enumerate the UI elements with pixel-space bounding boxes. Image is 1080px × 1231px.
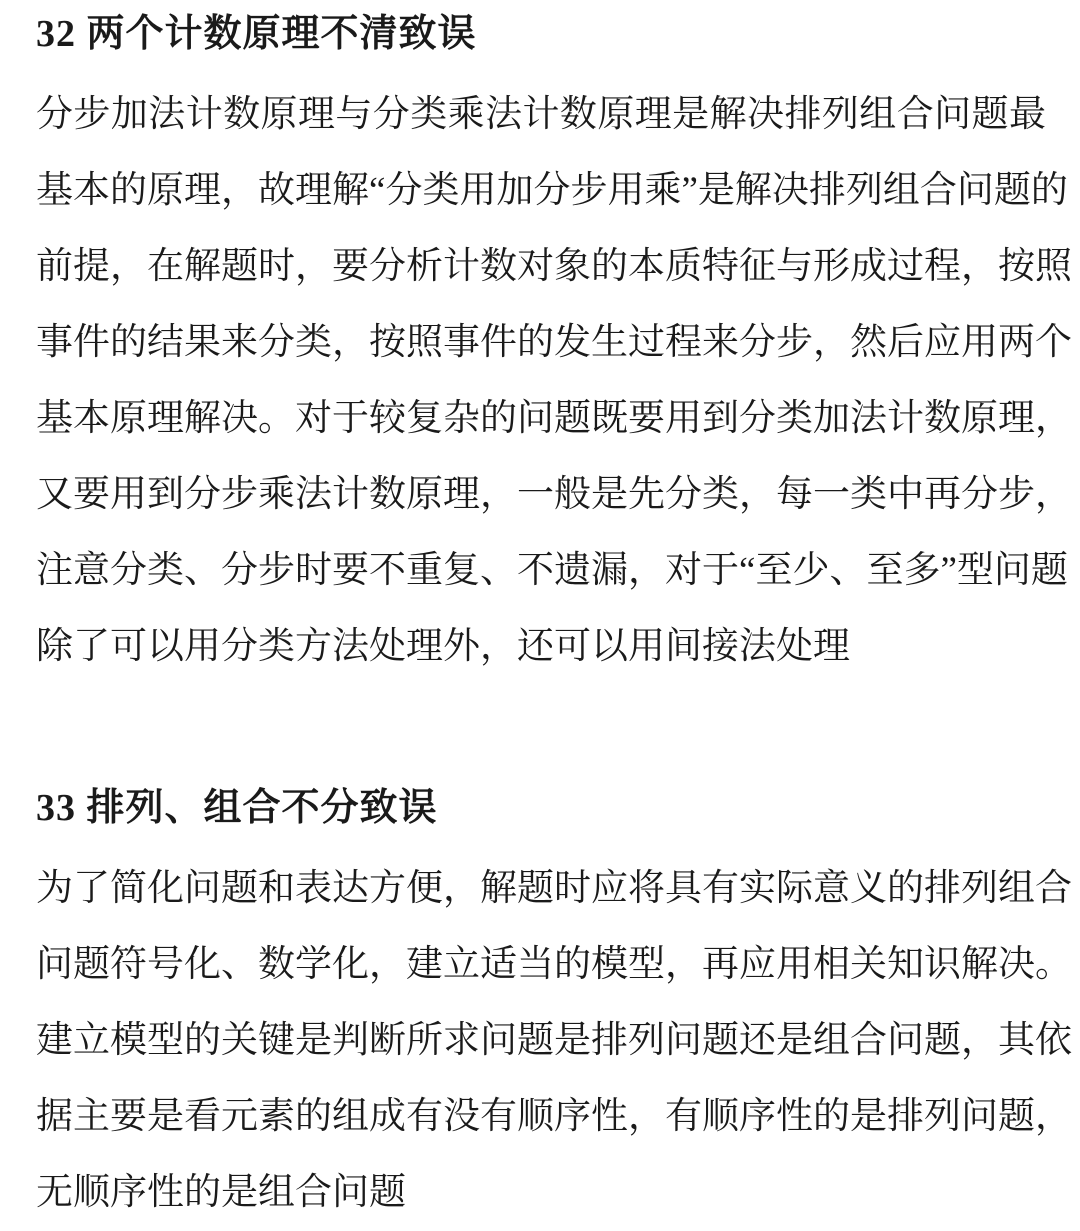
section-33-paragraph [36,851,1072,1231]
text-line: 前 提 ， 在 解 题 时 ， 要 分 析 计 数 对 象 的 本 质 特 征 与 形 成 过 程 ， 按 照 [36,246,1072,287]
section-32 [36,13,1072,685]
text-line: 除了可以用分类方法处理外，还可以用间接法处理 [36,626,850,667]
text-line: 无顺序性的是组合问题 [36,1172,406,1213]
text-line: 事 件 的 结 果 来 分 类 ， 按 照 事 件 的 发 生 过 程 来 分 步 ， 然 后 应 用 两 个 [36,322,1072,363]
section-33-heading: 33 排列、组合不分致误 [36,787,438,829]
section-33 [36,787,1072,1231]
text-line: 基 本 原 理 解 决 。 对 于 较 复 杂 的 问 题 既 要 用 到 分 类 加 法 计 数 原 理 ， [36,398,1072,439]
text-line: 建 立 模 型 的 关 键 是 判 断 所 求 问 题 是 排 列 问 题 还 是 组 合 问 题 ， 其 依 [36,1020,1072,1061]
section-32-paragraph [36,77,1072,685]
text-line: 为 了 简 化 问 题 和 表 达 方 便 ， 解 题 时 应 将 具 有 实 际 意 义 的 排 列 组 合 [36,868,1072,909]
text-line: 问 题 符 号 化 、 数 学 化 ， 建 立 适 当 的 模 型 ， 再 应 用 相 关 知 识 解 决 。 [36,944,1072,985]
text-line: 基 本 的 原 理 ， 故 理 解 “ 分 类 用 加 分 步 用 乘 ” 是 解 决 排 列 组 合 问 题 的 [36,170,1068,211]
text-line: 分 步 加 法 计 数 原 理 与 分 类 乘 法 计 数 原 理 是 解 决 排 列 组 合 问 题 最 [36,94,1046,135]
text-line: 注 意 分 类 、 分 步 时 要 不 重 复 、 不 遗 漏 ， 对 于 “ 至 少 、 至 多 ” 型 问 题 [36,550,1068,591]
text-line: 又 要 用 到 分 步 乘 法 计 数 原 理 ， 一 般 是 先 分 类 ， 每 一 类 中 再 分 步 ， [36,474,1072,515]
section-32-heading: 32 两个计数原理不清致误 [36,13,477,55]
text-line: 据 主 要 是 看 元 素 的 组 成 有 没 有 顺 序 性 ， 有 顺 序 性 的 是 排 列 问 题 ， [36,1096,1072,1137]
